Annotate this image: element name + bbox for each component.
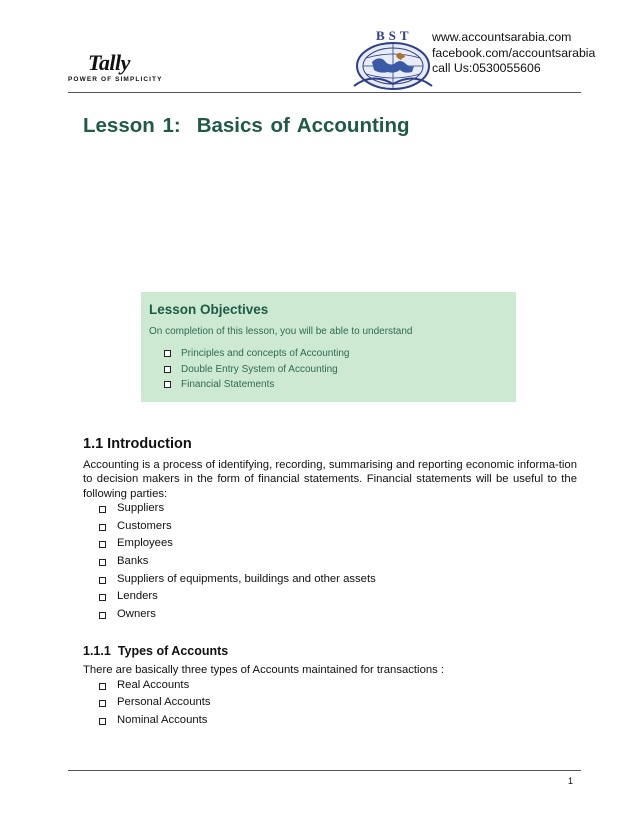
- list-item: Lenders: [83, 590, 376, 608]
- list-item: Financial Statements: [141, 379, 349, 395]
- bst-logo: [352, 28, 434, 92]
- list-item: Customers: [83, 520, 376, 538]
- square-bullet-icon: [164, 381, 171, 388]
- list-item: Employees: [83, 537, 376, 555]
- square-bullet-icon: [99, 700, 106, 707]
- square-bullet-icon: [99, 683, 106, 690]
- list-item: Suppliers: [83, 502, 376, 520]
- list-item: Banks: [83, 555, 376, 573]
- types-heading-number: 1.1.1: [83, 644, 111, 658]
- list-item: Owners: [83, 608, 376, 626]
- square-bullet-icon: [99, 524, 106, 531]
- lesson-number: Lesson 1:: [83, 114, 181, 137]
- list-item: Suppliers of equipments, buildings and other assets: [83, 573, 376, 591]
- list-item: Nominal Accounts: [83, 714, 211, 731]
- tally-logo-tagline: POWER OF SIMPLICITY: [68, 76, 163, 83]
- introduction-paragraph: Accounting is a process of identifying, recording, summarising and reporting economic informa-tion to decision makers in the form of financial statements. Financial statements will be useful to the following parties:: [83, 459, 577, 500]
- square-bullet-icon: [99, 541, 106, 548]
- tally-logo-wordmark: Tally: [88, 50, 130, 75]
- contact-info: [432, 30, 595, 77]
- contact-facebook: facebook.com/accountsarabia: [432, 45, 596, 60]
- square-bullet-icon: [99, 612, 106, 619]
- bst-logo-text: BST: [376, 28, 413, 43]
- objectives-intro: On completion of this lesson, you will be able to understand: [149, 326, 413, 337]
- square-bullet-icon: [164, 350, 171, 357]
- lesson-title: [83, 114, 410, 138]
- list-item: Personal Accounts: [83, 696, 211, 713]
- objectives-list: [141, 348, 349, 395]
- introduction-heading: 1.1 Introduction: [83, 436, 192, 452]
- square-bullet-icon: [99, 559, 106, 566]
- square-bullet-icon: [99, 718, 106, 725]
- tally-logo: [68, 50, 163, 88]
- types-heading: [83, 644, 228, 658]
- types-paragraph: There are basically three types of Accounts maintained for transactions :: [83, 664, 445, 676]
- lesson-objectives-box: [141, 292, 516, 402]
- types-heading-text: Types of Accounts: [117, 644, 229, 658]
- objectives-title: Lesson Objectives: [149, 302, 269, 317]
- list-item: Real Accounts: [83, 679, 211, 696]
- lesson-title-text: Basics of Accounting: [196, 114, 410, 137]
- square-bullet-icon: [164, 366, 171, 373]
- square-bullet-icon: [99, 594, 106, 601]
- list-item: Double Entry System of Accounting: [141, 364, 349, 380]
- page-number: 1: [568, 776, 574, 786]
- contact-phone: call Us:0530055606: [432, 61, 541, 75]
- account-types-list: [83, 679, 211, 731]
- square-bullet-icon: [99, 577, 106, 584]
- parties-list: [83, 502, 376, 626]
- footer-divider: [68, 770, 581, 771]
- contact-website: www.accountsarabia.com: [432, 30, 572, 44]
- square-bullet-icon: [99, 506, 106, 513]
- list-item: Principles and concepts of Accounting: [141, 348, 349, 364]
- header-divider: [68, 92, 581, 93]
